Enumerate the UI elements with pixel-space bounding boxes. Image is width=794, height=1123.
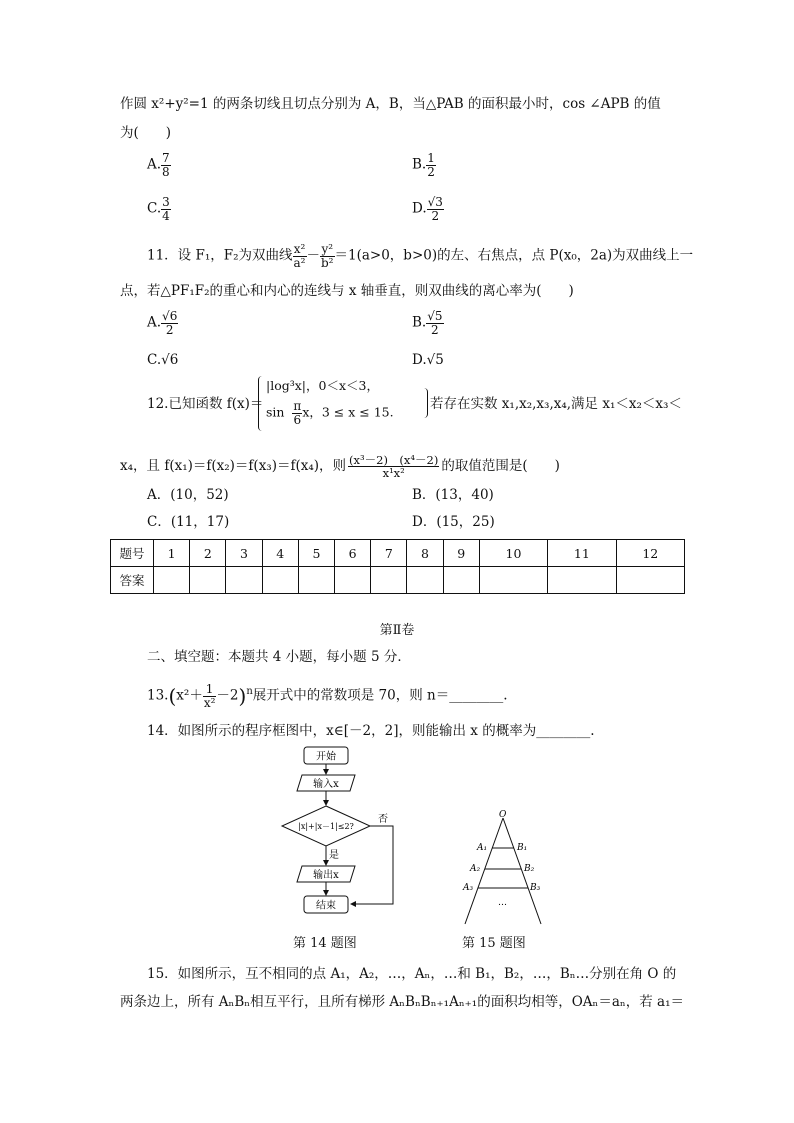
answer-cell[interactable] bbox=[298, 567, 334, 594]
table-row-label: 题号 bbox=[111, 540, 154, 567]
q12-prefix: 12.已知函数 f(x)＝ bbox=[147, 396, 264, 412]
part2-title: 第Ⅱ卷 bbox=[379, 623, 415, 638]
flowchart-end-label: 结束 bbox=[316, 900, 336, 912]
answer-cell[interactable] bbox=[443, 567, 479, 594]
q11-line2: 点，若△PF₁F₂的重心和内心的连线与 x 轴垂直，则双曲线的离心率为( ) bbox=[120, 283, 574, 299]
q14-text: 14．如图所示的程序框图中，x∈[－2，2]，则能输出 x 的概率为________. bbox=[147, 723, 595, 739]
answer-cell[interactable] bbox=[262, 567, 298, 594]
figure14-caption: 第 14 题图 bbox=[293, 936, 357, 951]
answer-cell[interactable] bbox=[371, 567, 407, 594]
flowchart-output-label: 输出x bbox=[313, 870, 339, 881]
table-cell-number: 7 bbox=[371, 540, 407, 567]
q10-line1: 作圆 x²+y²=1 的两条切线且切点分别为 A，B，当△PAB 的面积最小时，cos ∠APB 的值 bbox=[120, 96, 661, 112]
q15-line2: 两条边上，所有 AₙBₙ相互平行，且所有梯形 AₙBₙBₙ₊₁Aₙ₊₁的面积均相等，OAₙ＝aₙ，若 a₁＝ bbox=[120, 994, 685, 1010]
q15-line1: 15．如图所示，互不相同的点 A₁，A₂，…，Aₙ，…和 B₁，B₂，…，Bₙ…分别在角 O 的 bbox=[147, 966, 677, 982]
table-cell-number: 4 bbox=[262, 540, 298, 567]
figure15-ellipsis: … bbox=[498, 898, 507, 908]
answer-cell[interactable] bbox=[616, 567, 684, 594]
flowchart-start-label: 开始 bbox=[316, 751, 336, 763]
table-cell-number: 5 bbox=[298, 540, 334, 567]
q12-option-d: D．(15，25) bbox=[412, 514, 495, 530]
table-cell-number: 1 bbox=[154, 540, 190, 567]
figure15-label-o: O bbox=[499, 810, 507, 820]
q12-option-c: C．(11，17) bbox=[147, 514, 230, 530]
q12-option-b: B．(13，40) bbox=[412, 487, 494, 503]
section-heading: 二、填空题：本题共 4 小题，每小题 5 分． bbox=[147, 649, 411, 665]
answer-cell[interactable] bbox=[226, 567, 262, 594]
answer-table-answer-row bbox=[111, 567, 685, 594]
q11-option-d: D.√5 bbox=[412, 352, 444, 368]
flowchart-figure bbox=[275, 742, 415, 914]
figure15-label-b3: B₃ bbox=[530, 883, 541, 893]
flowchart-no-label: 否 bbox=[378, 814, 388, 825]
q12-case-2: sin $\frac{\pi}{6}$ x，3 ≤ x ≤ 15. bbox=[266, 399, 394, 427]
q12-right-brace bbox=[423, 388, 428, 418]
q11-option-a: A. $\frac{√6}{2}$ bbox=[147, 309, 178, 337]
figure15-diagram bbox=[455, 808, 555, 928]
table-cell-number: 9 bbox=[443, 540, 479, 567]
q12-postfix: 若存在实数 x₁,x₂,x₃,x₄,满足 x₁＜x₂＜x₃＜ bbox=[430, 396, 682, 412]
q10-option-c: C. $\frac{3}{4}$ bbox=[147, 195, 170, 223]
q12-case-1: |log³x|，0＜x＜3， bbox=[266, 378, 379, 393]
flowchart-decision-label: |x|+|x－1|≤2? bbox=[298, 822, 354, 831]
q11-option-c: C.√6 bbox=[147, 352, 179, 368]
q10-option-b: B. $\frac{1}{2}$ bbox=[412, 151, 435, 179]
table-cell-number: 11 bbox=[548, 540, 616, 567]
flowchart-input-label: 输入x bbox=[313, 779, 339, 790]
figure15-label-a3: A₃ bbox=[463, 883, 474, 893]
figure15-label-b2: B₂ bbox=[524, 864, 535, 874]
q10-option-d: D. $\frac{√3}{2}$ bbox=[412, 195, 443, 223]
q11-option-b: B. $\frac{√5}{2}$ bbox=[412, 309, 443, 337]
answer-cell[interactable] bbox=[548, 567, 616, 594]
answer-table-header-row bbox=[111, 540, 685, 567]
answer-cell[interactable] bbox=[479, 567, 547, 594]
table-cell-number: 2 bbox=[190, 540, 226, 567]
q12-left-brace bbox=[258, 376, 263, 431]
answer-cell[interactable] bbox=[335, 567, 371, 594]
table-cell-number: 12 bbox=[616, 540, 684, 567]
figure15-label-a1: A₁ bbox=[477, 843, 488, 853]
q12-option-a: A．(10，52) bbox=[147, 487, 229, 503]
table-row-label: 答案 bbox=[111, 567, 154, 594]
table-cell-number: 8 bbox=[407, 540, 443, 567]
figure15-caption: 第 15 题图 bbox=[462, 936, 526, 951]
answer-table bbox=[110, 539, 685, 594]
flowchart-yes-label: 是 bbox=[329, 850, 339, 861]
q13-line: 13.(x²＋ $\frac{1}{\text{x²}}$ －2)$^n$展开式中的常数项是 70，则 n＝________. bbox=[147, 682, 508, 710]
table-cell-number: 6 bbox=[335, 540, 371, 567]
q11-line1: 11．设 F₁，F₂为双曲线 $\frac{\text{x²}}{\text{a²}}$ － $\frac{\text{y²}}{\text{b²}}$ ＝1(a>0，b>0)的左、右焦点，点 P(x₀，2a)为双曲线上一 bbox=[147, 242, 694, 270]
answer-cell[interactable] bbox=[190, 567, 226, 594]
table-cell-number: 3 bbox=[226, 540, 262, 567]
q10-line2: 为( ) bbox=[120, 125, 172, 141]
answer-cell[interactable] bbox=[407, 567, 443, 594]
q12-line2: x₄，且 f(x₁)＝f(x₂)＝f(x₃)＝f(x₄)，则 $\frac{\text{(x³－2) (x⁴－2)}}{\text{x¹x²}}$ 的取值范围是( ) bbox=[120, 453, 560, 481]
answer-cell[interactable] bbox=[154, 567, 190, 594]
q10-option-a: A. $\frac{7}{8}$ bbox=[147, 151, 170, 179]
figure15-label-a2: A₂ bbox=[470, 864, 481, 874]
table-cell-number: 10 bbox=[479, 540, 547, 567]
figure15-label-b1: B₁ bbox=[517, 843, 528, 853]
